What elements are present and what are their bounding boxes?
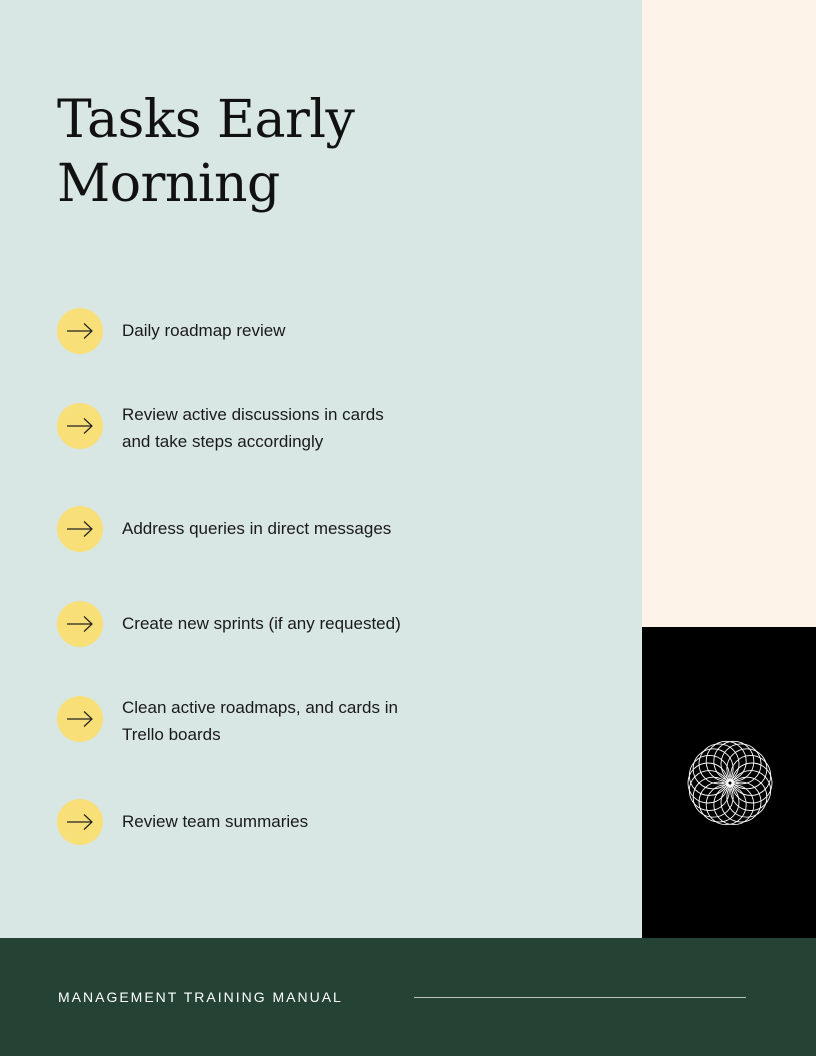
task-bullet (57, 601, 103, 647)
task-item (57, 403, 617, 449)
task-item (57, 308, 617, 354)
arrow-right-icon (66, 322, 94, 340)
task-label-line: Clean active roadmaps, and cards in (122, 698, 398, 717)
task-bullet (57, 696, 103, 742)
side-cream-block (642, 0, 816, 627)
task-label (122, 401, 462, 455)
arrow-right-icon (66, 417, 94, 435)
task-item (57, 601, 617, 647)
side-black-block (642, 627, 816, 938)
task-label-line: Review team summaries (122, 812, 309, 831)
task-item (57, 799, 617, 845)
task-label-line: Review active discussions in cards (122, 405, 384, 424)
task-bullet (57, 799, 103, 845)
task-bullet (57, 308, 103, 354)
spirograph-icon (685, 738, 775, 828)
task-bullet (57, 403, 103, 449)
task-label (122, 610, 542, 637)
arrow-right-icon (66, 615, 94, 633)
task-label (122, 515, 542, 542)
title-line-2: Morning (57, 154, 280, 214)
task-item (57, 506, 617, 552)
task-item (57, 696, 617, 742)
task-label (122, 694, 462, 748)
page-title (57, 88, 477, 216)
footer-bar (0, 938, 816, 1056)
arrow-right-icon (66, 520, 94, 538)
title-line-1: Tasks Early (57, 90, 355, 150)
arrow-right-icon (66, 710, 94, 728)
task-bullet (57, 506, 103, 552)
arrow-right-icon (66, 813, 94, 831)
task-label (122, 317, 542, 344)
task-label-line: Address queries in direct messages (122, 519, 392, 538)
task-label-line: and take steps accordingly (122, 432, 324, 451)
footer-label: MANAGEMENT TRAINING MANUAL (58, 989, 343, 1005)
task-label (122, 808, 542, 835)
footer-divider (414, 997, 746, 998)
task-label-line: Daily roadmap review (122, 321, 286, 340)
task-label-line: Create new sprints (if any requested) (122, 614, 401, 633)
task-label-line: Trello boards (122, 725, 221, 744)
